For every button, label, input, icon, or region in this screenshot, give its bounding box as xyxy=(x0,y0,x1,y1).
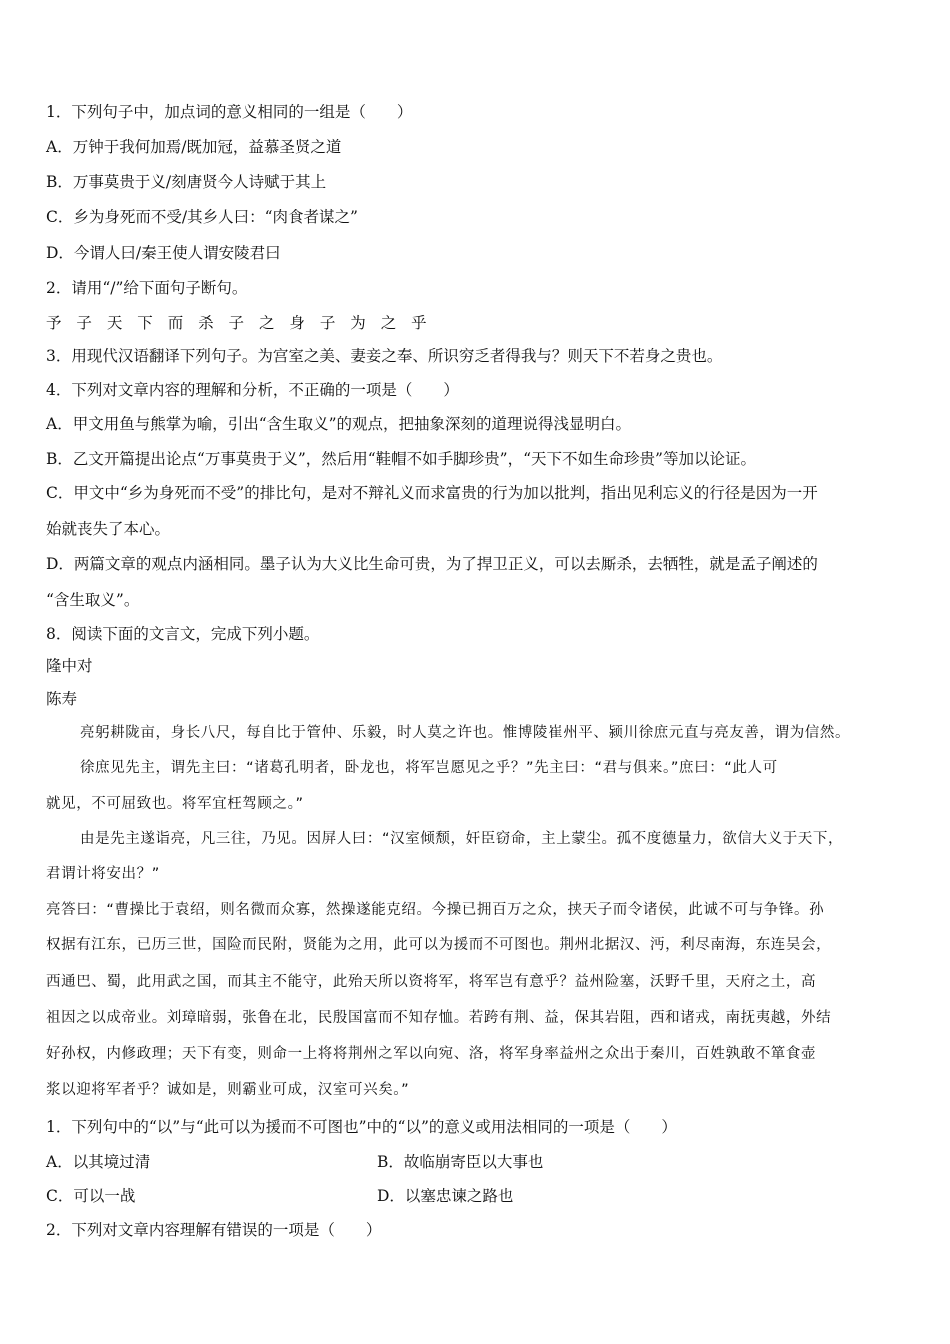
passage-line: 西通巴、蜀，此用武之国，而其主不能守，此殆天所以资将军，将军岂有意乎？益州险塞，沃野千里，天府之土，高 xyxy=(46,974,817,990)
passage-title: 隆中对 xyxy=(46,657,93,675)
question-4-option-a: A．甲文用鱼与熊掌为喻，引出“含生取义”的观点，把抽象深刻的道理说得浅显明白。 xyxy=(46,415,632,433)
question-4-option-b: B．乙文开篇提出论点“万事莫贵于义”，然后用“鞋帽不如手脚珍贵”，“天下不如生命珍贵”等加以论证。 xyxy=(46,450,756,468)
question-4-option-d-line1: D．两篇文章的观点内涵相同。墨子认为大义比生命可贵，为了捍卫正义，可以去厮杀，去牺牲，就是孟子阐述的 xyxy=(46,555,818,573)
subquestion-1-option-a: A．以其境过清 xyxy=(46,1153,151,1171)
subquestion-1-option-d: D．以塞忠谏之路也 xyxy=(377,1187,514,1205)
subquestion-1-option-b: B．故临崩寄臣以大事也 xyxy=(377,1153,544,1171)
question-4-stem: 4．下列对文章内容的理解和分析，不正确的一项是（ ） xyxy=(46,381,459,399)
passage-line: 徐庶见先主，谓先主曰：“诸葛孔明者，卧龙也，将军岂愿见之乎？”先主曰：“君与俱来。”庶曰：“此人可 xyxy=(80,760,778,776)
question-1-option-a: A．万钟于我何加焉/既加冠，益慕圣贤之道 xyxy=(46,138,342,156)
passage-line: 祖因之以成帝业。刘璋暗弱，张鲁在北，民殷国富而不知存恤。若跨有荆、益，保其岩阻，西和诸戎，南抚夷越，外结 xyxy=(46,1010,832,1026)
passage-line: 亮躬耕陇亩，身长八尺，每自比于管仲、乐毅，时人莫之许也。惟博陵崔州平、颍川徐庶元直与亮友善，谓为信然。 xyxy=(80,725,851,741)
passage-line: 亮答曰：“曹操比于袁绍，则名微而众寡，然操遂能克绍。今操已拥百万之众，挟天子而令诸侯，此诚不可与争锋。孙 xyxy=(46,902,825,918)
question-4-option-d-line2: “含生取义”。 xyxy=(46,591,140,609)
passage-line: 君谓计将安出？” xyxy=(46,866,160,882)
question-4-option-c-line1: C．甲文中“乡为身死而不受”的排比句，是对不辩礼义而求富贵的行为加以批判，指出见利忘义的行径是因为一开 xyxy=(46,484,818,502)
question-8-heading: 8．阅读下面的文言文，完成下列小题。 xyxy=(46,625,320,643)
question-2-sentence: 予 子 天 下 而 杀 子 之 身 子 为 之 乎 xyxy=(46,314,432,332)
question-2-stem: 2．请用“/”给下面句子断句。 xyxy=(46,279,248,297)
passage-line: 权据有江东，已历三世，国险而民附，贤能为之用，此可以为援而不可图也。荆州北据汉、沔，利尽南海，东连吴会， xyxy=(46,937,832,953)
subquestion-1-stem: 1．下列句中的“以”与“此可以为援而不可图也”中的“以”的意义或用法相同的一项是（ ） xyxy=(46,1118,677,1136)
passage-line: 好孙权，内修政理；天下有变，则命一上将将荆州之军以向宛、洛，将军身率益州之众出于秦川，百姓孰敢不箪食壶 xyxy=(46,1046,817,1062)
passage-line: 就见，不可屈致也。将军宜枉驾顾之。” xyxy=(46,796,304,812)
passage-author: 陈寿 xyxy=(46,690,78,708)
question-1-option-d: D．今谓人曰/秦王使人谓安陵君曰 xyxy=(46,244,281,262)
question-1-option-b: B．万事莫贵于义/刻唐贤今人诗赋于其上 xyxy=(46,173,327,191)
question-1-option-c: C．乡为身死而不受/其乡人曰：“肉食者谋之” xyxy=(46,208,358,226)
subquestion-2-stem: 2．下列对文章内容理解有错误的一项是（ ） xyxy=(46,1221,382,1239)
question-1-stem: 1．下列句子中，加点词的意义相同的一组是（ ） xyxy=(46,103,413,121)
subquestion-1-option-c: C．可以一战 xyxy=(46,1187,136,1205)
passage-line: 浆以迎将军者乎？诚如是，则霸业可成，汉室可兴矣。” xyxy=(46,1082,410,1098)
question-4-option-c-line2: 始就丧失了本心。 xyxy=(46,520,171,538)
question-3-stem: 3．用现代汉语翻译下列句子。为宫室之美、妻妾之奉、所识穷乏者得我与？则天下不若身之贵也。 xyxy=(46,347,723,365)
passage-line: 由是先主遂诣亮，凡三往，乃见。因屏人曰：“汉室倾颓，奸臣窃命，主上蒙尘。孤不度德量力，欲信大义于天下， xyxy=(80,831,844,847)
